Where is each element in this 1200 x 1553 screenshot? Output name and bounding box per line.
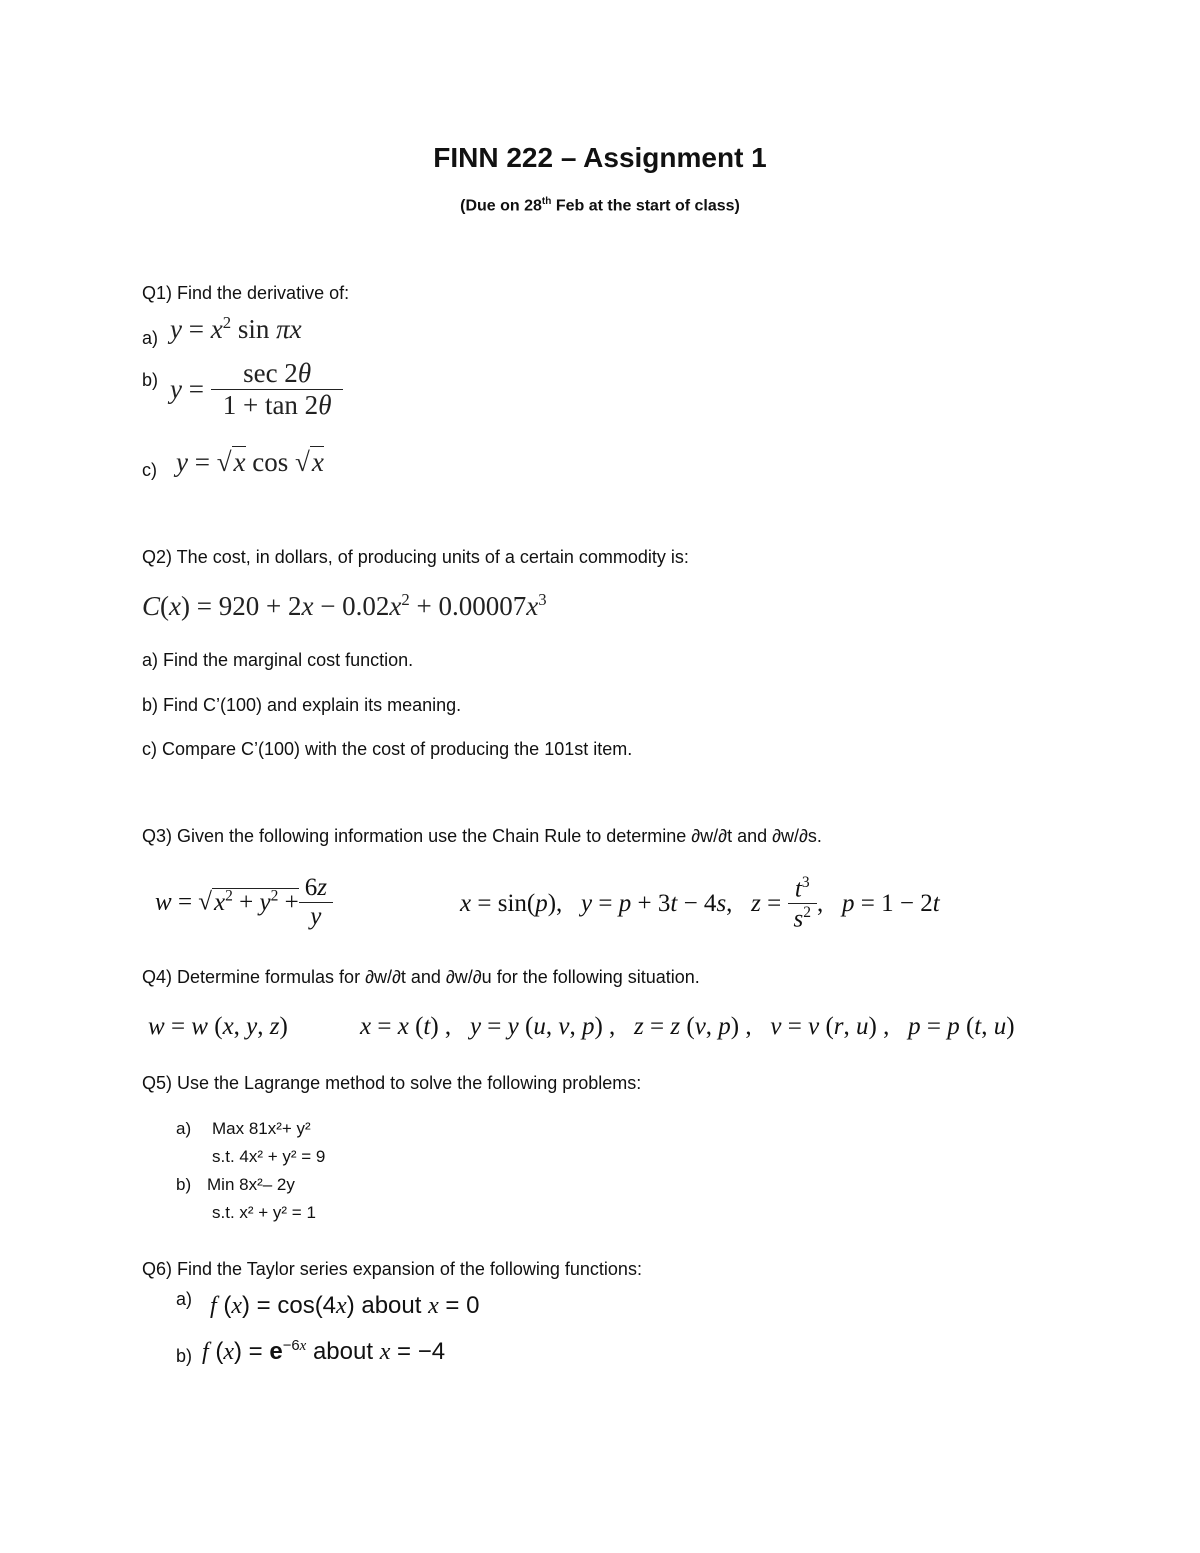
q3-prompt: Q3) Given the following information use the Chain Rule to determine ∂w/∂t and ∂w/∂s.: [142, 826, 822, 846]
q5-b-constraint: s.t. x² + y² = 1: [212, 1203, 316, 1222]
due-date: (Due on 28th Feb at the start of class): [460, 196, 740, 215]
page-title: FINN 222 – Assignment 1: [433, 142, 767, 173]
q5-label-b: b): [176, 1175, 192, 1194]
q3-eq-w: $w = √x^2 + y^2$ + $\frac{6z}{y}$: [155, 874, 333, 931]
q1-eq-b: y = $\frac{\sec 2\theta}{1 + \tan 2\theta}$: [170, 358, 343, 421]
q4-eq-dependencies: x = x (t) , y = y (u, v, p) , z = z (v, p) , v = v (r, u) , p = p (t, u): [360, 1013, 1015, 1040]
q5-a-objective: Max 81x²+ y²: [212, 1119, 311, 1138]
q1-label-b: b): [142, 370, 159, 390]
q2-cost-function: $C(x) = 920 + 2x - 0.02x^2 + 0.00007x^3$: [142, 590, 547, 621]
q5-b-objective: Min 8x²– 2y: [207, 1175, 295, 1194]
q2-part-a: a) Find the marginal cost function.: [142, 650, 414, 670]
q5-prompt: Q5) Use the Lagrange method to solve the following problems:: [142, 1073, 642, 1093]
q2-prompt: Q2) The cost, in dollars, of producing units of a certain commodity is:: [142, 547, 689, 567]
q5-label-a: a): [176, 1119, 192, 1138]
q1-label-c: c): [142, 460, 157, 480]
q5-a-constraint: s.t. 4x² + y² = 9: [212, 1147, 326, 1166]
q2-part-b: b) Find C’(100) and explain its meaning.: [142, 695, 462, 715]
q1-label-a: a): [142, 328, 159, 348]
q6-eq-a: f (x) = cos(4x) about x = 0: [210, 1292, 480, 1319]
q4-prompt: Q4) Determine formulas for ∂w/∂t and ∂w/∂u for the following situation.: [142, 967, 700, 987]
q1-eq-c: y = √x cos √x: [176, 447, 324, 477]
q2-part-c: c) Compare C’(100) with the cost of producing the 101st item.: [142, 739, 633, 759]
q3-eq-substitutions: x = sin(p), y = p + 3t − 4s, z = $\frac{t^3}{s^2}$ , p = 1 − 2t: [460, 874, 940, 933]
q6-eq-b: f $(x) = e^{-6x}$ about x = −4: [202, 1338, 446, 1365]
q1-prompt: Q1) Find the derivative of:: [142, 283, 350, 303]
q4-eq-w: w = w (x, y, z): [148, 1013, 288, 1040]
q1-eq-a: $y = x^2$ sin πx: [170, 313, 302, 344]
q6-label-a: a): [176, 1289, 193, 1309]
q6-label-b: b): [176, 1346, 193, 1366]
q6-prompt: Q6) Find the Taylor series expansion of the following functions:: [142, 1259, 642, 1279]
